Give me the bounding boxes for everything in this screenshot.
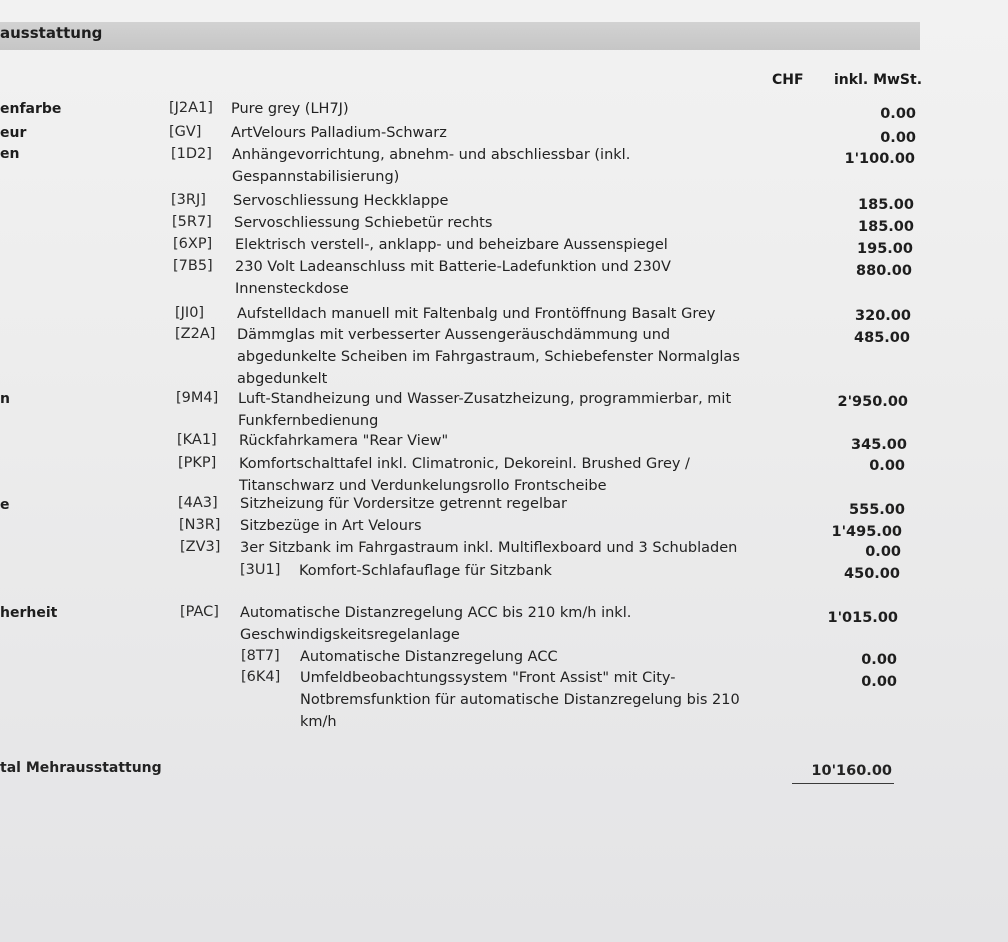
option-description-line: Geschwindigskeitsregelanlage bbox=[240, 627, 460, 643]
option-price: 0.00 bbox=[880, 106, 916, 122]
option-description-line: Innensteckdose bbox=[235, 281, 349, 297]
option-description-line: Servoschliessung Heckklappe bbox=[233, 193, 449, 209]
option-description bbox=[239, 453, 799, 497]
option-description-line: Aufstelldach manuell mit Faltenbalg und Frontöffnung Basalt Grey bbox=[237, 306, 716, 322]
option-code: [1D2] bbox=[171, 146, 212, 162]
option-description-line: Gespannstabilisierung) bbox=[232, 169, 400, 185]
option-code: [GV] bbox=[169, 124, 202, 140]
option-description-line: Notbremsfunktion für automatische Distanzregelung bis 210 bbox=[300, 692, 740, 708]
category-label: en bbox=[0, 146, 20, 162]
category-label: herheit bbox=[0, 605, 58, 621]
option-code: [PKP] bbox=[178, 455, 217, 471]
option-description bbox=[239, 430, 799, 452]
option-price: 0.00 bbox=[861, 674, 897, 690]
option-code: [5R7] bbox=[172, 214, 212, 230]
category-label: n bbox=[0, 391, 10, 407]
option-description bbox=[233, 190, 793, 212]
option-description bbox=[240, 537, 800, 559]
option-price: 1'100.00 bbox=[844, 151, 915, 167]
option-description bbox=[300, 646, 760, 668]
option-description-line: Komfortschalttafel inkl. Climatronic, Dekoreinl. Brushed Grey / bbox=[239, 456, 690, 472]
option-description bbox=[299, 560, 759, 582]
option-code: [3RJ] bbox=[171, 192, 206, 208]
option-description bbox=[231, 98, 791, 120]
category-label: e bbox=[0, 497, 10, 513]
option-description-line: Luft-Standheizung und Wasser-Zusatzheizung, programmierbar, mit bbox=[238, 391, 732, 407]
option-code: [JI0] bbox=[175, 305, 205, 321]
option-code: [7B5] bbox=[173, 258, 213, 274]
total-label: tal Mehrausstattung bbox=[0, 760, 162, 776]
option-price: 2'950.00 bbox=[837, 394, 908, 410]
option-price: 185.00 bbox=[858, 219, 914, 235]
option-description-line: Automatische Distanzregelung ACC bis 210 km/h inkl. bbox=[240, 605, 632, 621]
option-description-line: ArtVelours Palladium-Schwarz bbox=[231, 125, 447, 141]
vat-header: inkl. MwSt. bbox=[834, 72, 923, 88]
option-description bbox=[238, 388, 798, 432]
option-code: [PAC] bbox=[180, 604, 219, 620]
option-description bbox=[240, 493, 800, 515]
total-value: 10'160.00 bbox=[811, 763, 892, 779]
option-description-line: Elektrisch verstell-, anklapp- und beheizbare Aussenspiegel bbox=[235, 237, 668, 253]
option-description bbox=[237, 324, 797, 390]
option-price: 555.00 bbox=[849, 502, 905, 518]
option-description-line: Anhängevorrichtung, abnehm- und abschliessbar (inkl. bbox=[232, 147, 631, 163]
option-description bbox=[240, 515, 800, 537]
option-description bbox=[234, 212, 794, 234]
option-price: 1'015.00 bbox=[827, 610, 898, 626]
option-description-line: Sitzheizung für Vordersitze getrennt regelbar bbox=[240, 496, 568, 512]
option-description-line: Rückfahrkamera "Rear View" bbox=[239, 433, 449, 449]
option-description bbox=[300, 667, 760, 733]
option-code: [ZV3] bbox=[180, 539, 221, 555]
option-description-line: Funkfernbedienung bbox=[238, 413, 379, 429]
option-description bbox=[231, 122, 791, 144]
option-price: 0.00 bbox=[880, 130, 916, 146]
option-price: 0.00 bbox=[869, 458, 905, 474]
option-description bbox=[235, 256, 795, 300]
option-description bbox=[235, 234, 795, 256]
option-code: [N3R] bbox=[179, 517, 221, 533]
option-description-line: Sitzbezüge in Art Velours bbox=[240, 518, 422, 534]
option-description-line: Automatische Distanzregelung ACC bbox=[300, 649, 558, 665]
option-description-line: 3er Sitzbank im Fahrgastraum inkl. Multiflexboard und 3 Schubladen bbox=[240, 540, 738, 556]
category-label: eur bbox=[0, 125, 27, 141]
currency-header: CHF bbox=[772, 72, 804, 88]
option-price: 0.00 bbox=[861, 652, 897, 668]
option-description-line: 230 Volt Ladeanschluss mit Batterie-Ladefunktion und 230V bbox=[235, 259, 671, 275]
option-code: [3U1] bbox=[240, 562, 281, 578]
section-title: ausstattung bbox=[0, 24, 103, 42]
option-code: [KA1] bbox=[177, 432, 217, 448]
option-price: 485.00 bbox=[854, 330, 910, 346]
option-description bbox=[240, 602, 800, 646]
option-code: [J2A1] bbox=[169, 100, 213, 116]
option-description-line: Dämmglas mit verbesserter Aussengeräuschdämmung und bbox=[237, 327, 671, 343]
option-description bbox=[232, 144, 792, 188]
option-description-line: Pure grey (LH7J) bbox=[231, 101, 349, 117]
option-code: [Z2A] bbox=[175, 326, 216, 342]
option-price: 195.00 bbox=[857, 241, 913, 257]
option-code: [6XP] bbox=[173, 236, 213, 252]
option-price: 1'495.00 bbox=[831, 524, 902, 540]
option-price: 185.00 bbox=[858, 197, 914, 213]
option-description bbox=[237, 303, 797, 325]
section-header-bar bbox=[0, 22, 920, 50]
option-description-line: Servoschliessung Schiebetür rechts bbox=[234, 215, 493, 231]
option-price: 0.00 bbox=[865, 544, 901, 560]
option-price: 450.00 bbox=[844, 566, 900, 582]
total-underline bbox=[792, 783, 894, 784]
option-code: [9M4] bbox=[176, 390, 219, 406]
option-description-line: Umfeldbeobachtungssystem "Front Assist" mit City- bbox=[300, 670, 676, 686]
option-code: [8T7] bbox=[241, 648, 280, 664]
category-label: enfarbe bbox=[0, 101, 62, 117]
option-price: 320.00 bbox=[855, 308, 911, 324]
option-code: [4A3] bbox=[178, 495, 218, 511]
option-description-line: km/h bbox=[300, 714, 337, 730]
option-code: [6K4] bbox=[241, 669, 281, 685]
option-description-line: Titanschwarz und Verdunkelungsrollo Frontscheibe bbox=[239, 478, 607, 494]
option-description-line: abgedunkelt bbox=[237, 371, 328, 387]
option-description-line: abgedunkelte Scheiben im Fahrgastraum, Schiebefenster Normalglas bbox=[237, 349, 740, 365]
option-price: 345.00 bbox=[851, 437, 907, 453]
option-price: 880.00 bbox=[856, 263, 912, 279]
option-description-line: Komfort-Schlafauflage für Sitzbank bbox=[299, 563, 552, 579]
